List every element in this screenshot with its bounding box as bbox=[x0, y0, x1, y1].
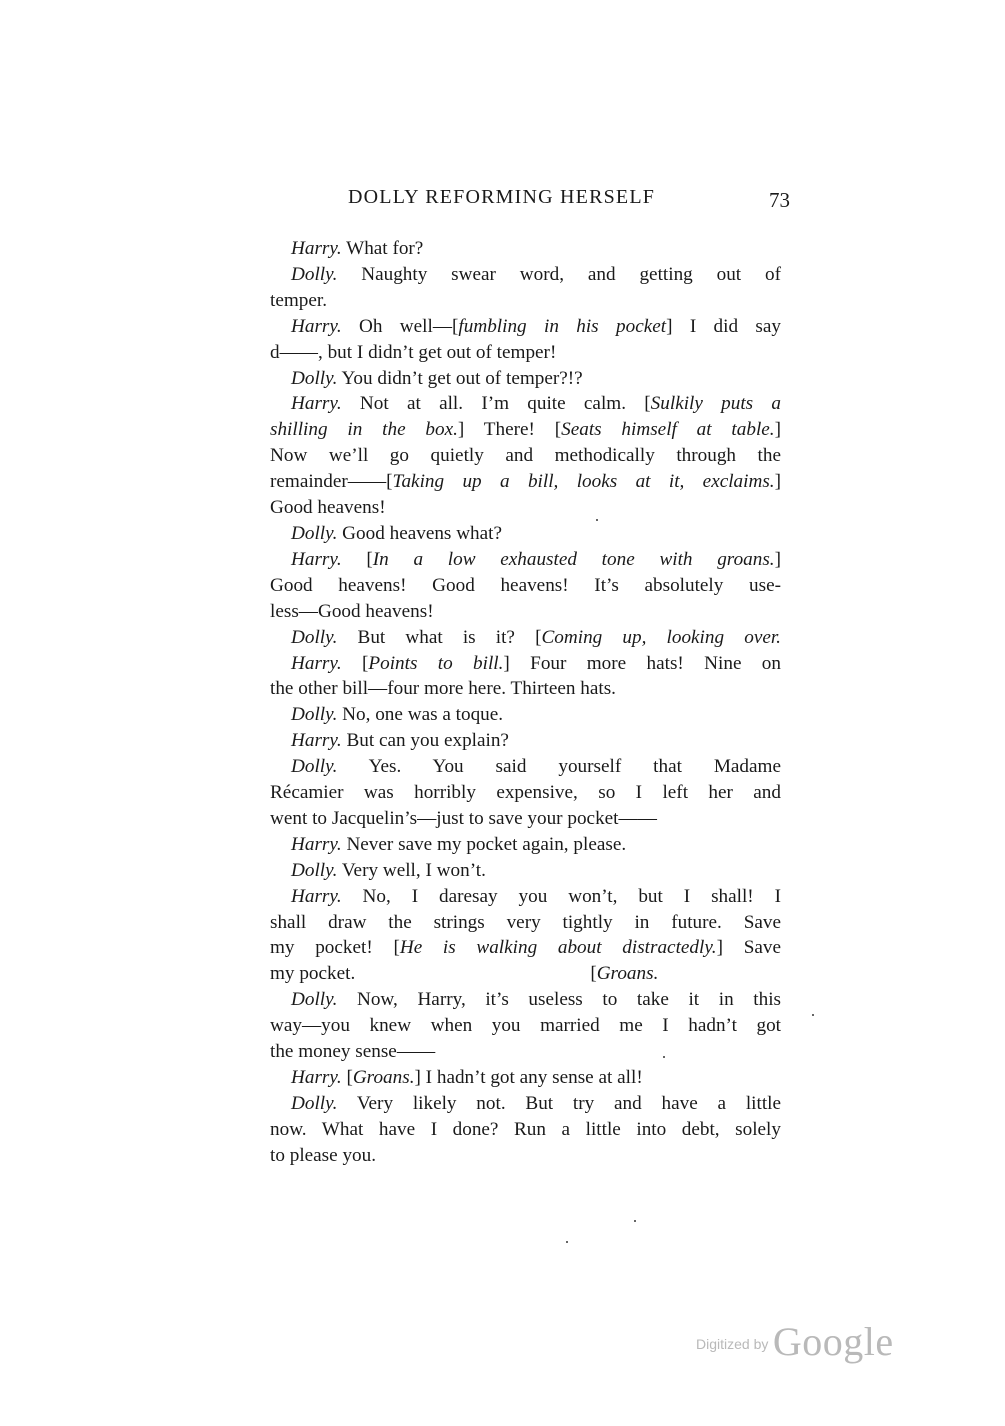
text-line bbox=[270, 702, 781, 728]
text-line bbox=[270, 858, 781, 884]
speaker-name: Dolly. bbox=[291, 704, 338, 726]
text-line bbox=[270, 1039, 781, 1065]
dialogue-text: But what is it? [ bbox=[337, 626, 542, 648]
speaker-name: Harry. bbox=[291, 1067, 342, 1088]
text-line bbox=[270, 288, 781, 314]
speaker-name: Harry. bbox=[291, 652, 342, 674]
scan-speck bbox=[663, 1056, 665, 1058]
text-line bbox=[270, 780, 781, 806]
running-head: DOLLY REFORMING HERSELF bbox=[348, 186, 656, 208]
text-line bbox=[270, 547, 781, 573]
speaker-name: Harry. bbox=[291, 833, 342, 855]
dialogue-text: Very likely not. But try and have a little bbox=[337, 1092, 781, 1114]
speaker-name: Harry. bbox=[291, 885, 342, 907]
dialogue-text: Naughty swear word, and getting out of bbox=[337, 263, 781, 285]
text-line bbox=[270, 521, 781, 547]
dialogue-text: Now, Harry, it’s useless to take it in this bbox=[337, 989, 781, 1011]
dialogue-text: But can you explain? bbox=[341, 730, 509, 752]
body-text bbox=[270, 236, 781, 1169]
stage-direction: Groans. bbox=[352, 1067, 415, 1088]
speaker-name: Dolly. bbox=[291, 756, 338, 778]
text-line bbox=[270, 262, 781, 288]
text-line bbox=[270, 676, 781, 702]
speaker-name: Dolly. bbox=[291, 989, 338, 1011]
dialogue-text: Very well, I won’t. bbox=[337, 859, 486, 881]
dialogue-text: [ bbox=[341, 1067, 353, 1088]
dialogue-text: [ bbox=[341, 548, 373, 570]
text-line bbox=[270, 651, 781, 677]
scan-speck bbox=[596, 519, 598, 521]
stage-direction: In a low exhausted tone with groans. bbox=[372, 548, 775, 570]
dialogue-text: ] I hadn’t got any sense at all! bbox=[414, 1067, 643, 1088]
dialogue-text: my pocket. bbox=[270, 963, 356, 985]
text-line bbox=[270, 599, 781, 625]
dialogue-text: Oh well—[ bbox=[341, 315, 459, 337]
text-line bbox=[270, 573, 781, 599]
stage-direction: Seats himself at table. bbox=[561, 419, 775, 441]
dialogue-text: way—you knew when you married me I hadn’t got bbox=[270, 1015, 781, 1037]
text-line bbox=[270, 340, 781, 366]
dialogue-text: ] I did say bbox=[666, 315, 782, 337]
stage-direction: Points to bill. bbox=[368, 652, 504, 674]
dialogue-text: No, I daresay you won’t, but I shall! I bbox=[341, 885, 781, 907]
dialogue-text: No, one was a toque. bbox=[337, 704, 504, 726]
dialogue-text: ] bbox=[774, 419, 781, 441]
stage-direction: fumbling in his pocket bbox=[458, 315, 667, 337]
speaker-name: Dolly. bbox=[291, 367, 338, 389]
dialogue-text: Good heavens what? bbox=[337, 522, 503, 544]
dialogue-text: Never save my pocket again, please. bbox=[341, 833, 627, 855]
text-line bbox=[270, 1117, 781, 1143]
dialogue-text: Récamier was horribly expensive, so I left her and bbox=[270, 782, 781, 804]
stage-direction: Taking up a bill, looks at it, exclaims. bbox=[392, 471, 775, 493]
text-line bbox=[270, 443, 781, 469]
text-line bbox=[270, 391, 781, 417]
dialogue-text: ] Four more hats! Nine on bbox=[503, 652, 781, 674]
dialogue-text: Good heavens! Good heavens! It’s absolutely use- bbox=[270, 574, 781, 596]
dialogue-text: ] bbox=[774, 471, 781, 493]
dialogue-text: Now we’ll go quietly and methodically through the bbox=[270, 445, 781, 467]
page-number: 73 bbox=[769, 188, 790, 212]
text-line bbox=[270, 1143, 781, 1169]
stage-direction: shilling in the box. bbox=[270, 419, 458, 441]
speaker-name: Dolly. bbox=[291, 626, 338, 648]
dialogue-text: ] bbox=[774, 548, 781, 570]
text-line bbox=[270, 1091, 781, 1117]
dialogue-text: What for? bbox=[341, 238, 424, 259]
text-line bbox=[270, 625, 781, 651]
page-header bbox=[270, 186, 790, 216]
speaker-name: Harry. bbox=[291, 315, 342, 337]
speaker-name: Dolly. bbox=[291, 263, 338, 285]
text-line bbox=[270, 236, 781, 262]
speaker-name: Harry. bbox=[291, 548, 342, 570]
watermark-prefix: Digitized by bbox=[696, 1336, 769, 1352]
text-line bbox=[270, 832, 781, 858]
scan-speck bbox=[812, 1014, 814, 1016]
text-line bbox=[270, 806, 781, 832]
speaker-name: Harry. bbox=[291, 393, 342, 415]
text-line bbox=[270, 1065, 781, 1091]
dialogue-text: [ bbox=[341, 652, 369, 674]
dialogue-text: less—Good heavens! bbox=[270, 600, 434, 622]
dialogue-text: Not at all. I’m quite calm. [ bbox=[341, 393, 651, 415]
text-line bbox=[270, 728, 781, 754]
speaker-name: Harry. bbox=[291, 730, 342, 752]
speaker-name: Harry. bbox=[291, 238, 342, 259]
dialogue-text: the other bill—four more here. Thirteen hats. bbox=[270, 678, 616, 700]
dialogue-text: to please you. bbox=[270, 1144, 377, 1166]
dialogue-text: went to Jacquelin’s—just to save your pocket—— bbox=[270, 807, 657, 829]
dialogue-text: ] Save bbox=[716, 937, 781, 959]
text-line bbox=[270, 935, 781, 961]
digitized-by-google-watermark bbox=[696, 1318, 894, 1365]
text-line bbox=[270, 469, 781, 495]
scan-speck bbox=[634, 1220, 636, 1222]
text-line bbox=[270, 314, 781, 340]
speaker-name: Dolly. bbox=[291, 522, 338, 544]
speaker-name: Dolly. bbox=[291, 859, 338, 881]
dialogue-text: Yes. You said yourself that Madame bbox=[337, 756, 781, 778]
dialogue-text: d——, but I didn’t get out of temper! bbox=[270, 341, 557, 363]
text-line bbox=[270, 884, 781, 910]
text-line bbox=[270, 1013, 781, 1039]
dialogue-text: now. What have I done? Run a little into debt, solely bbox=[270, 1118, 781, 1140]
text-line bbox=[270, 910, 781, 936]
scan-speck bbox=[566, 1241, 568, 1243]
speaker-name: Dolly. bbox=[291, 1092, 338, 1114]
text-line bbox=[270, 754, 781, 780]
text-line bbox=[270, 417, 781, 443]
dialogue-text: shall draw the strings very tightly in future. Save bbox=[270, 911, 781, 933]
dialogue-text: remainder——[ bbox=[270, 471, 393, 493]
text-line bbox=[270, 961, 781, 987]
text-line bbox=[270, 987, 781, 1013]
google-logo: Google bbox=[772, 1319, 894, 1364]
stage-direction: Coming up, looking over. bbox=[541, 626, 781, 648]
stage-direction: Sulkily puts a bbox=[650, 393, 781, 415]
dialogue-text: ] There! [ bbox=[457, 419, 562, 441]
stage-direction: He is walking about distractedly. bbox=[399, 937, 717, 959]
dialogue-text: my pocket! [ bbox=[270, 937, 400, 959]
dialogue-text: [ bbox=[355, 963, 597, 985]
dialogue-text: Good heavens! bbox=[270, 497, 386, 519]
text-line bbox=[270, 495, 781, 521]
text-line bbox=[270, 366, 781, 392]
dialogue-text: temper. bbox=[270, 289, 328, 311]
dialogue-text: You didn’t get out of temper?!? bbox=[337, 367, 583, 389]
stage-direction: Groans. bbox=[596, 963, 659, 985]
dialogue-text: the money sense—— bbox=[270, 1041, 436, 1063]
